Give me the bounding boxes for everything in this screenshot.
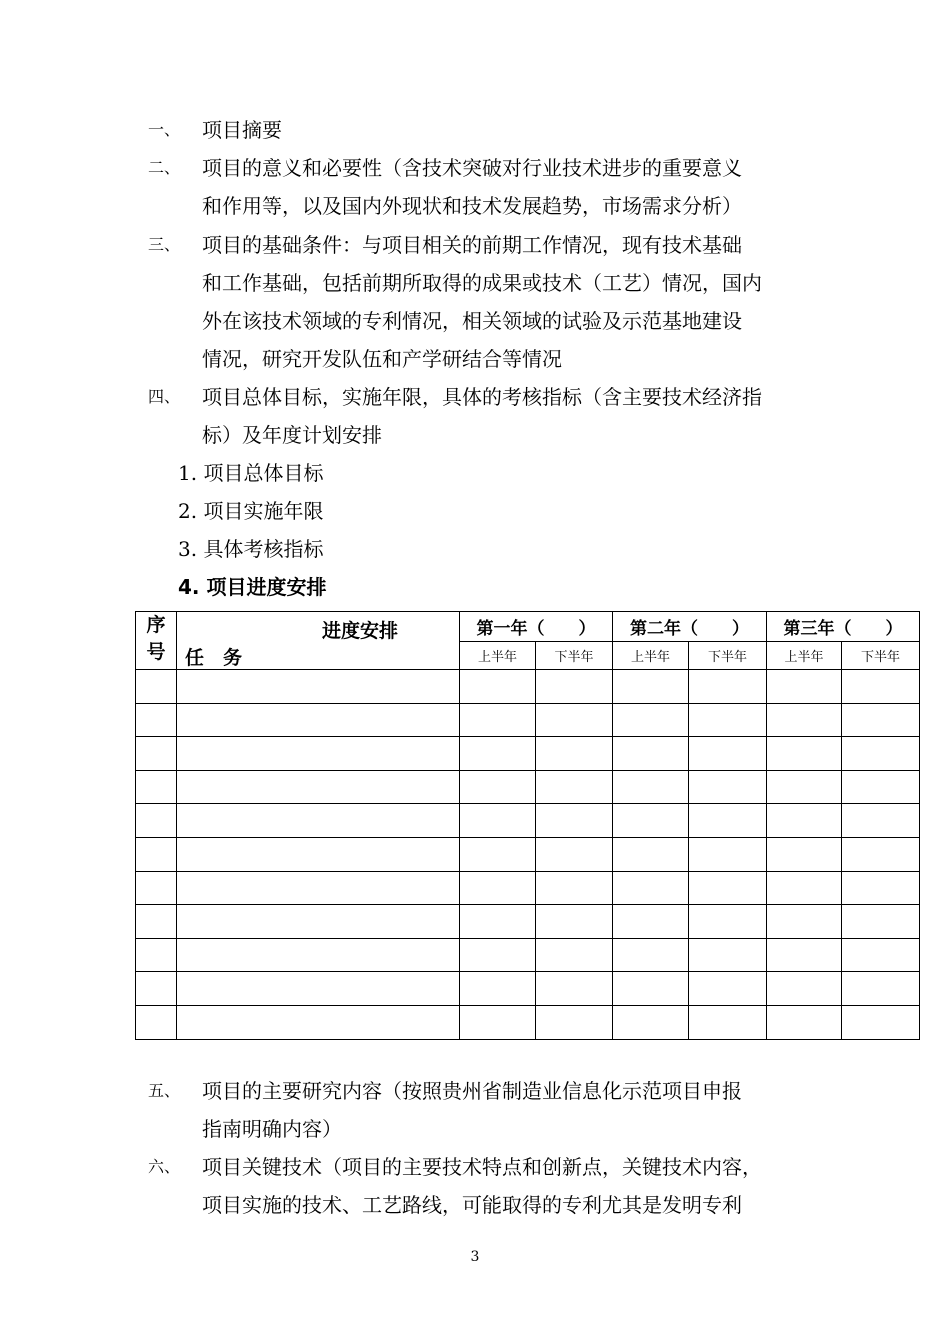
year-3-first-half: 上半年 — [767, 642, 842, 670]
section-3-line-4: 情况，研究开发队伍和产学研结合等情况 — [202, 347, 562, 371]
section-6-number: 六、 — [148, 1157, 181, 1176]
section-2-line-2: 和作用等，以及国内外现状和技术发展趋势，市场需求分析） — [202, 194, 742, 218]
table-row — [136, 670, 920, 704]
section-6-line-1: 项目关键技术（项目的主要技术特点和创新点，关键技术内容， — [202, 1155, 762, 1179]
section-3-line-2: 和工作基础，包括前期所取得的成果或技术（工艺）情况，国内 — [202, 271, 762, 295]
schedule-header-label: 进度安排 — [322, 620, 399, 642]
table-row — [136, 804, 920, 838]
section-2-line-1: 项目的意义和必要性（含技术突破对行业技术进步的重要意义 — [202, 156, 742, 180]
subitem-2: 2. 项目实施年限 — [178, 499, 324, 523]
seq-header-char-2: 号 — [146, 641, 166, 663]
task-schedule-header-cell — [177, 612, 460, 670]
section-6-line-2: 项目实施的技术、工艺路线，可能取得的专利尤其是发明专利 — [202, 1193, 742, 1217]
subitem-3: 3. 具体考核指标 — [178, 537, 324, 561]
year-3-second-half: 下半年 — [842, 642, 920, 670]
section-2-number: 二、 — [148, 158, 181, 177]
table-row — [136, 972, 920, 1006]
year-3-header: 第三年（ ） — [767, 612, 920, 642]
table-row — [136, 770, 920, 804]
section-1-number: 一、 — [148, 120, 181, 139]
year-1-second-half: 下半年 — [536, 642, 613, 670]
section-4-number: 四、 — [148, 387, 181, 406]
section-3-line-1: 项目的基础条件：与项目相关的前期工作情况，现有技术基础 — [202, 233, 742, 257]
section-1-line-1: 项目摘要 — [202, 118, 282, 142]
table-row — [136, 1005, 920, 1039]
year-1-header: 第一年（ ） — [460, 612, 613, 642]
page-number: 3 — [470, 1249, 480, 1265]
table-row — [136, 703, 920, 737]
section-3-line-3: 外在该技术领域的专利情况，相关领域的试验及示范基地建设 — [202, 309, 742, 333]
subitem-4: 4. 项目进度安排 — [178, 575, 327, 599]
seq-header-char-1: 序 — [146, 614, 166, 636]
section-5-number: 五、 — [148, 1081, 181, 1100]
seq-header-cell — [136, 612, 177, 670]
section-5-line-2: 指南明确内容） — [202, 1117, 342, 1141]
table-row — [136, 837, 920, 871]
section-4-line-2: 标）及年度计划安排 — [202, 423, 382, 447]
table-row — [136, 871, 920, 905]
section-4-line-1: 项目总体目标，实施年限，具体的考核指标（含主要技术经济指 — [202, 385, 762, 409]
subitem-1: 1. 项目总体目标 — [178, 461, 324, 485]
year-2-first-half: 上半年 — [613, 642, 689, 670]
table-row — [136, 905, 920, 939]
table-row — [136, 938, 920, 972]
year-2-second-half: 下半年 — [689, 642, 767, 670]
year-2-header: 第二年（ ） — [613, 612, 767, 642]
section-5-line-1: 项目的主要研究内容（按照贵州省制造业信息化示范项目申报 — [202, 1079, 742, 1103]
section-3-number: 三、 — [148, 235, 181, 254]
table-row — [136, 737, 920, 771]
schedule-table — [135, 611, 920, 1040]
year-1-first-half: 上半年 — [460, 642, 536, 670]
task-header-label: 任 务 — [185, 647, 243, 669]
